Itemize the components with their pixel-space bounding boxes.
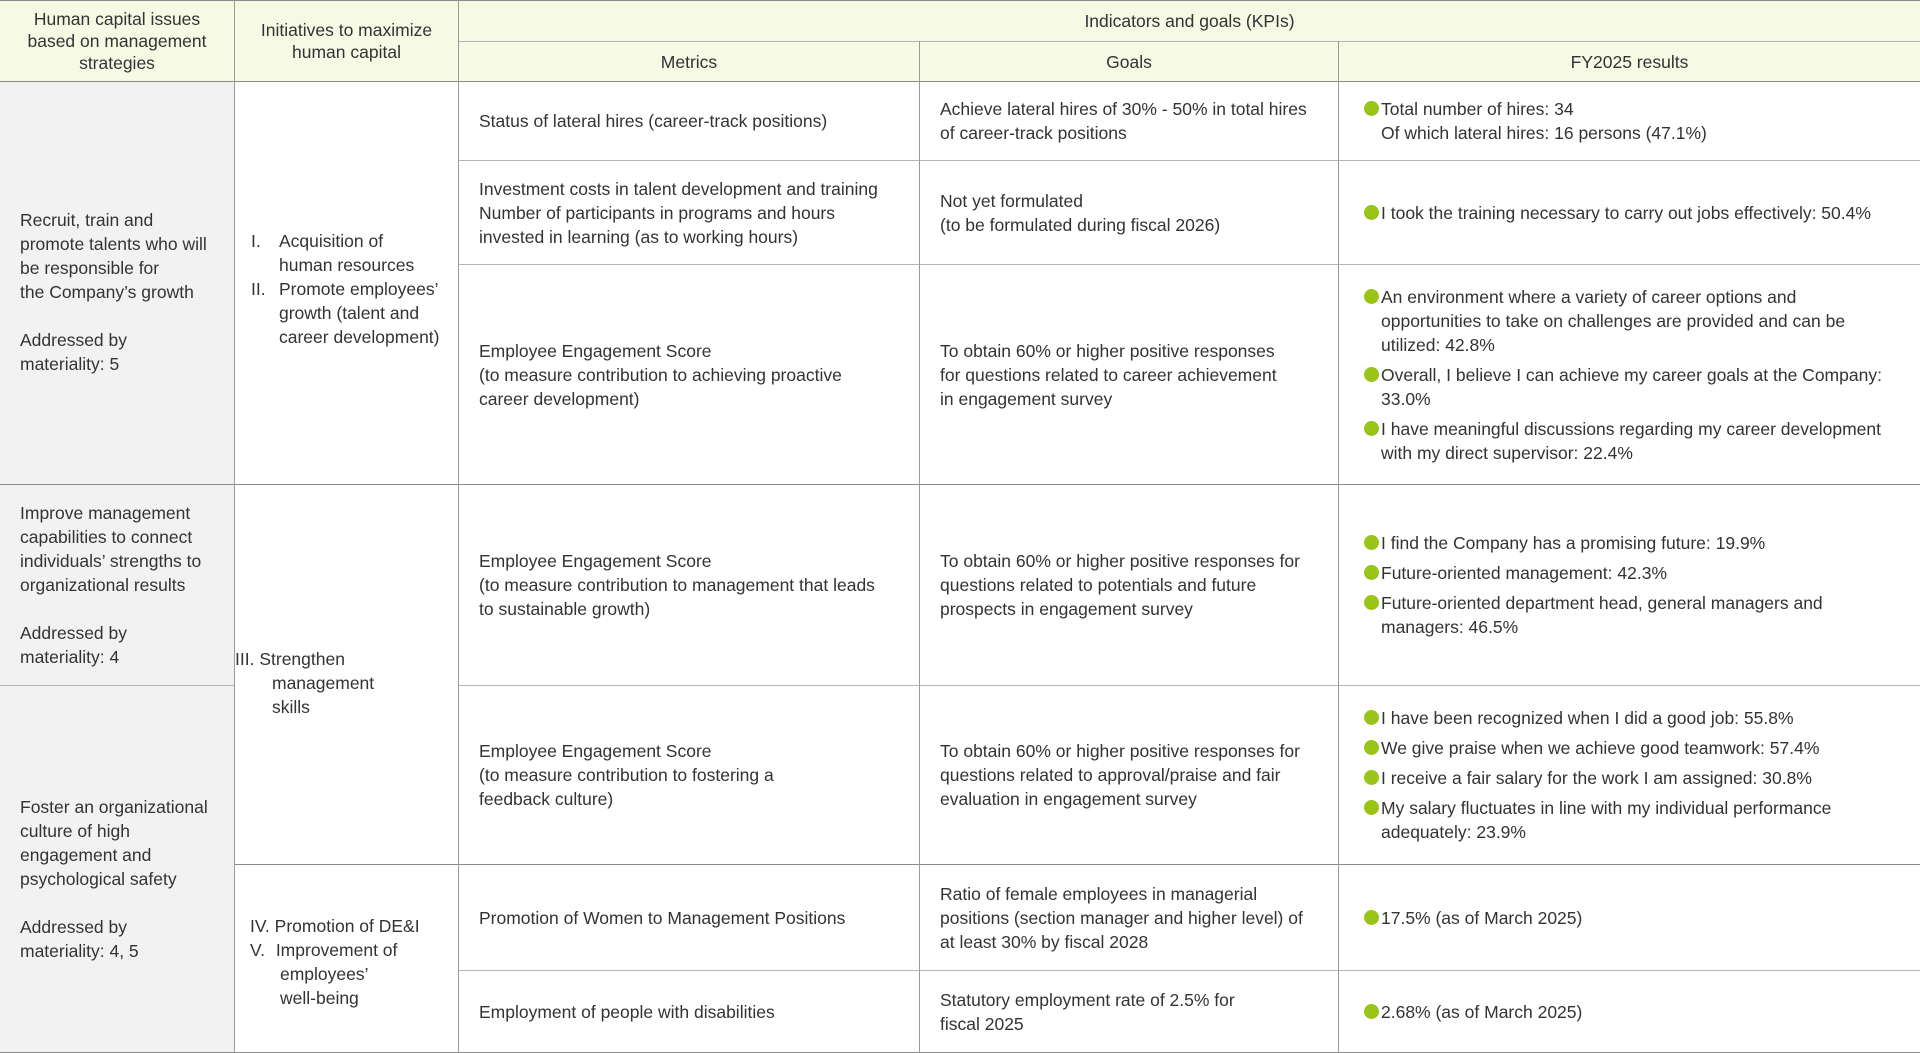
initiative-cell <box>235 865 458 1053</box>
result-bullet: Future-oriented department head, general managers and managers: 46.5% <box>1339 591 1920 639</box>
bullet-dot-icon <box>1364 535 1379 550</box>
bullet-dot-icon <box>1364 421 1379 436</box>
header-kpis <box>459 0 1920 41</box>
bullet-dot-icon <box>1364 565 1379 580</box>
result-bullet: I receive a fair salary for the work I am assigned: 30.8% <box>1339 766 1920 790</box>
bullet-dot-icon <box>1364 101 1379 116</box>
initiative-item: I. Acquisition of human resources <box>251 231 415 275</box>
bullet-dot-icon <box>1364 1004 1379 1019</box>
result-bullet: Overall, I believe I can achieve my career goals at the Company: 33.0% <box>1339 363 1920 411</box>
initiative-cell <box>235 485 458 864</box>
result-cell <box>1339 161 1920 264</box>
bullet-dot-icon <box>1364 205 1379 220</box>
result-bullet: Total number of hires: 34 Of which lateral hires: 16 persons (47.1%) <box>1339 97 1920 145</box>
header-goals <box>920 42 1338 81</box>
issue-cell <box>0 82 234 484</box>
bullet-dot-icon <box>1364 800 1379 815</box>
result-cell <box>1339 82 1920 160</box>
header-metrics <box>459 42 919 81</box>
metric-cell: Employee Engagement Score (to measure contribution to fostering a feedback culture) <box>479 741 774 809</box>
metric-cell: Employee Engagement Score (to measure contribution to management that leads to sustainable growth) <box>479 551 875 619</box>
bullet-dot-icon <box>1364 595 1379 610</box>
bullet-dot-icon <box>1364 770 1379 785</box>
result-bullet: An environment where a variety of career options and opportunities to take on challenges are provided and can be utilized: 42.8% <box>1339 285 1920 357</box>
goal-cell: Statutory employment rate of 2.5% for fiscal 2025 <box>940 990 1235 1034</box>
header-results-text: FY2025 results <box>1570 51 1689 72</box>
result-bullet: We give praise when we achieve good teamwork: 57.4% <box>1339 736 1920 760</box>
header-kpis-text: Indicators and goals (KPIs) <box>1084 10 1295 31</box>
result-cell <box>1339 686 1920 864</box>
bullet-dot-icon <box>1364 910 1379 925</box>
issue-cell <box>0 485 234 685</box>
bullet-dot-icon <box>1364 710 1379 725</box>
issue-cell <box>0 686 234 1053</box>
result-cell <box>1339 971 1920 1053</box>
header-issues-text: Human capital issues based on management strategies <box>27 8 207 73</box>
issue-text: Foster an organizational culture of high engagement and psychological safety Addressed by materiality: 4, 5 <box>20 795 234 963</box>
metric-cell: Employment of people with disabilities <box>479 1002 775 1022</box>
result-bullet: I took the training necessary to carry out jobs effectively: 50.4% <box>1339 201 1920 225</box>
result-cell <box>1339 485 1920 685</box>
bullet-dot-icon <box>1364 367 1379 382</box>
metric-cell: Employee Engagement Score (to measure contribution to achieving proactive career development) <box>479 340 842 409</box>
header-results <box>1339 42 1920 81</box>
initiative-item: IV. Promotion of DE&I <box>250 916 420 936</box>
metric-cell: Status of lateral hires (career-track positions) <box>479 111 828 131</box>
goal-cell: To obtain 60% or higher positive responses for questions related to career achievement in engagement survey <box>940 340 1277 409</box>
result-cell <box>1339 265 1920 484</box>
header-initiatives-text: Initiatives to maximize human capital <box>260 19 433 62</box>
result-bullet: 17.5% (as of March 2025) <box>1339 906 1920 930</box>
materiality-text: Addressed by materiality: 5 <box>20 330 128 374</box>
materiality-text: Addressed by materiality: 4, 5 <box>20 916 139 961</box>
initiative-item: V. Improvement of employees’ well-being <box>250 940 398 1008</box>
goal-cell: Ratio of female employees in managerial positions (section manager and higher level) of at least 30% by fiscal 2028 <box>940 883 1303 952</box>
goal-cell: Achieve lateral hires of 30% - 50% in total hires of career-track positions <box>940 99 1307 143</box>
goal-cell: To obtain 60% or higher positive responses for questions related to potentials and future prospects in engagement survey <box>940 551 1300 619</box>
initiative-item: III. Strengthen management skills <box>235 648 375 717</box>
bullet-dot-icon <box>1364 740 1379 755</box>
header-goals-text: Goals <box>1106 51 1152 72</box>
materiality-text: Addressed by materiality: 4 <box>20 623 128 667</box>
goal-cell: To obtain 60% or higher positive responses for questions related to approval/praise and fair evaluation in engagement survey <box>940 741 1300 809</box>
result-bullet: 2.68% (as of March 2025) <box>1339 1000 1920 1024</box>
result-bullet: I find the Company has a promising future: 19.9% <box>1339 531 1920 555</box>
issue-text: Recruit, train and promote talents who will be responsible for the Company’s growth Addressed by materiality: 5 <box>20 208 234 376</box>
result-bullet: Future-oriented management: 42.3% <box>1339 561 1920 585</box>
result-cell <box>1339 865 1920 970</box>
header-initiatives <box>235 0 458 81</box>
result-bullet: My salary fluctuates in line with my individual performance adequately: 23.9% <box>1339 796 1920 844</box>
initiative-item: II. Promote employees’ growth (talent and career development) <box>251 279 440 347</box>
initiative-cell <box>235 82 458 484</box>
metric-cell: Promotion of Women to Management Positions <box>479 907 846 928</box>
header-metrics-text: Metrics <box>660 51 718 72</box>
result-bullet: I have meaningful discussions regarding my career development with my direct supervisor: 22.4% <box>1339 417 1920 465</box>
goal-cell: Not yet formulated (to be formulated during fiscal 2026) <box>940 190 1221 235</box>
metric-cell: Investment costs in talent development and training Number of participants in programs and hours invested in learning (as to working hours) <box>479 178 878 247</box>
issue-text: Improve management capabilities to connect individuals’ strengths to organizational results Addressed by materiality: 4 <box>20 501 234 669</box>
header-issues <box>0 0 234 81</box>
result-bullet: I have been recognized when I did a good job: 55.8% <box>1339 706 1920 730</box>
bullet-dot-icon <box>1364 289 1379 304</box>
